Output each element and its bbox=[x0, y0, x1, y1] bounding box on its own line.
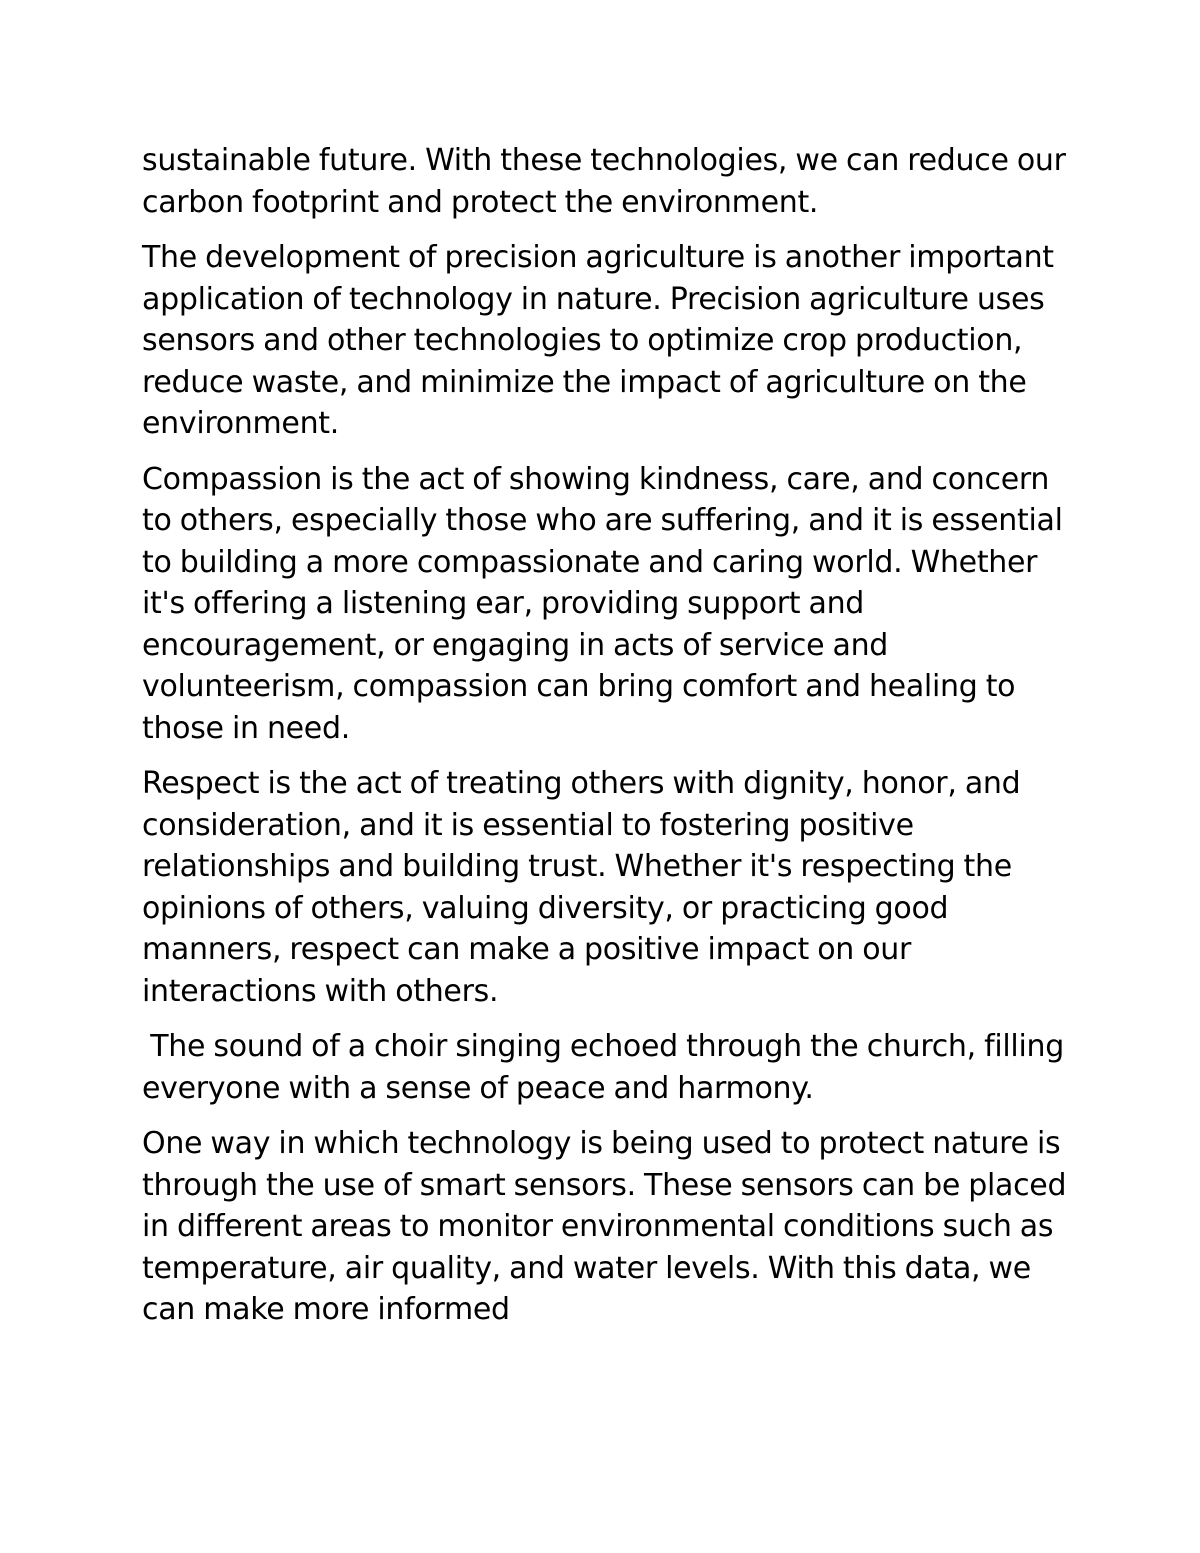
paragraph-choir: The sound of a choir singing echoed through the church, filling everyone with a sense of peace and harmony. bbox=[142, 1029, 1073, 1106]
paragraph-sustainable-future: sustainable future. With these technologies, we can reduce our carbon footprint and protect the environment. bbox=[142, 143, 1074, 220]
paragraph-precision-agriculture: The development of precision agriculture is another important application of technology in nature. Precision agriculture uses sensors and other technologies to optimize crop production, reduce waste, and minimize the impact of agriculture on the environment. bbox=[142, 240, 1062, 441]
paragraph-respect: Respect is the act of treating others with dignity, honor, and consideration, and it is essential to fostering positive relationships and building trust. Whether it's respecting the opinions of others, valuing diversity, or practicing good manners, respect can make a positive impact on our interactions with others. bbox=[142, 766, 1029, 1009]
paragraph-smart-sensors: One way in which technology is being used to protect nature is through the use of smart sensors. These sensors can be placed in different areas to monitor environmental conditions such as temperature, air quality, and water levels. With this data, we can make more informed bbox=[142, 1126, 1075, 1327]
document-body bbox=[142, 140, 1075, 1345]
paragraph-compassion: Compassion is the act of showing kindness, care, and concern to others, especially those who are suffering, and it is essential to building a more compassionate and caring world. Whether it's offering a listening ear, providing support and encouragement, or engaging in acts of service and volunteerism, compassion can bring comfort and healing to those in need. bbox=[142, 461, 1071, 746]
